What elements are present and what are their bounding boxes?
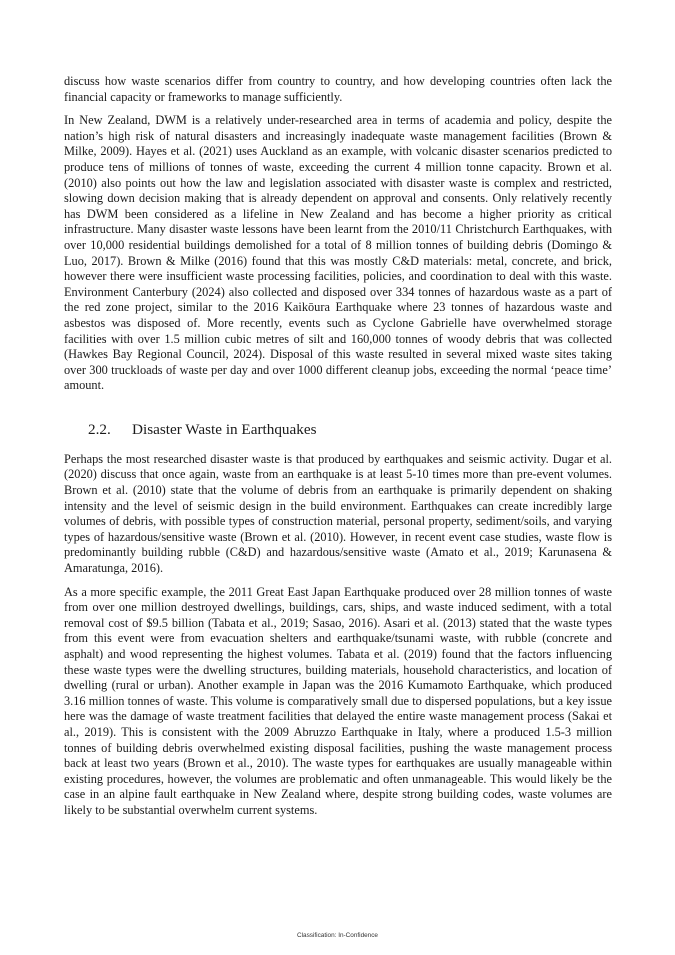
paragraph-intro-continued: discuss how waste scenarios differ from country to country, and how developing countries often lack the financial capacity or frameworks to manage sufficiently. [64, 74, 612, 104]
classification-footer: Classification: In-Confidence [297, 932, 378, 939]
section-title: Disaster Waste in Earthquakes [132, 420, 317, 438]
section-number: 2.2. [88, 420, 111, 438]
document-page [64, 74, 612, 819]
section-heading [88, 420, 612, 440]
paragraph-japan-example: As a more specific example, the 2011 Great East Japan Earthquake produced over 28 million tonnes of waste from over one million destroyed dwellings, buildings, cars, ships, and waste induced sediment, with a total removal cost of $9.5 billion (Tabata et al., 2019; Sasao, 2016). Asari et al. (2013) stated that the waste types from this event were from evacuation shelters and earthquake/tsunami waste, with rubble (concrete and asphalt) and wood representing the highest volumes. Tabata et al. (2019) found that the factors influencing these waste types were the dwelling structures, building materials, household characteristics, and location of dwelling (rural or urban). Another example in Japan was the 2016 Kumamoto Earthquake, which produced 3.16 million tonnes of waste. This volume is comparatively small due to dispersed populations, but a key issue here was the damage of waste treatment facilities that delayed the entire waste management process (Sakai et al., 2019). This is consistent with the 2009 Abruzzo Earthquake in Italy, where a produced 1.5-3 million tonnes of building debris overwhelmed existing disposal facilities, pushing the waste management process back at least two years (Brown et al., 2010). The waste types for earthquakes are usually manageable within existing procedures, however, the volumes are problematic and often unmanageable. This would likely be the case in an alpine fault earthquake in New Zealand where, despite strong building codes, waste volumes are likely to be substantial overwhelm current systems. [64, 584, 612, 817]
paragraph-earthquake-waste: Perhaps the most researched disaster waste is that produced by earthquakes and seismic activity. Dugar et al. (2020) discuss that once again, waste from an earthquake is at least 5-10 times more than pre-event volumes. Brown et al. (2010) state that the volume of debris from an earthquake is primarily dependent on shaking intensity and the level of seismic design in the build environment. Earthquakes can create incredibly large volumes of debris, with possible types of construction material, personal property, sediment/soils, and varying types of hazardous/sensitive waste (Brown et al. (2010). However, in recent event case studies, waste flow is predominantly building rubble (C&D) and hazardous/sensitive waste (Amato et al., 2019; Karunasena & Amaratunga, 2016). [64, 451, 612, 576]
paragraph-new-zealand-dwm: In New Zealand, DWM is a relatively under-researched area in terms of academia and policy, despite the nation’s high risk of natural disasters and increasingly inadequate waste management facilities (Brown & Milke, 2009). Hayes et al. (2021) uses Auckland as an example, with volcanic disaster scenarios predicted to produce tens of millions of tonnes of waste, exceeding the current 4 million tonne capacity. Brown et al. (2010) also points out how the law and legislation associated with disaster waste is complex and restricted, slowing down decision making that is already dependent on approval and consents. Only relatively recently has DWM been considered as a lifeline in New Zealand and has become a higher priority as critical infrastructure. Many disaster waste lessons have been learnt from the 2010/11 Christchurch Earthquakes, with over 10,000 residential buildings demolished for a total of 8 million tonnes of building debris (Domingo & Luo, 2017). Brown & Milke (2016) found that this was mostly C&D materials: metal, concrete, and brick, however there were insufficient waste processing facilities, policies, and coordination to deal with this waste. Environment Canterbury (2024) also collected and disposed over 334 tonnes of hazardous waste as a part of the red zone project, similar to the 2016 Kaikōura Earthquake where 23 tonnes of hazardous waste and asbestos was disposed of. More recently, events such as Cyclone Gabrielle have overwhelmed storage facilities with over 1.5 million cubic metres of silt and 160,000 tonnes of woody debris that was collected (Hawkes Bay Regional Council, 2024). Disposal of this waste resulted in several mixed waste sites taking over 300 truckloads of waste per day and over 1000 different cleanup jobs, exceeding the normal ‘peace time’ amount. [64, 113, 612, 393]
